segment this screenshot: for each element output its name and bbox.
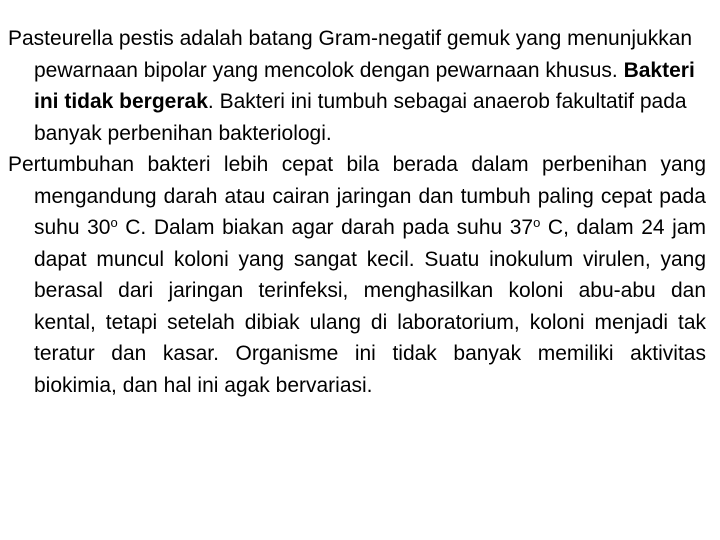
paragraph-morphology [8, 23, 706, 149]
paragraph-morphology-text-2: . Bakteri ini tumbuh sebagai anaerob fakultatif pada banyak perbenihan bakteriologi. [34, 90, 687, 145]
paragraph-growth-text-1: Pertumbuhan bakteri lebih cepat bila berada dalam perbenihan yang mengandung darah atau cairan jaringan dan tumbuh paling cepat pada suhu 30 [8, 153, 706, 239]
paragraph-growth-text-3: C, dalam 24 jam dapat muncul koloni yang sangat kecil. Suatu inokulum virulen, yang berasal dari jaringan terinfeksi, menghasilkan koloni abu-abu dan kental, tetapi setelah dibiak ulang di laboratorium, koloni menjadi tak teratur dan kasar. Organisme ini tidak banyak memiliki aktivitas biokimia, dan hal ini agak bervariasi. [34, 216, 706, 397]
degree-superscript-1: o [110, 215, 118, 230]
paragraph-growth [8, 149, 706, 401]
degree-superscript-2: o [533, 215, 541, 230]
paragraph-growth-text-2: C. Dalam biakan agar darah pada suhu 37 [117, 216, 534, 239]
paragraph-morphology-bold-text: Bakteri ini tidak bergerak [34, 58, 695, 113]
paragraph-morphology-text-1: Pasteurella pestis adalah batang Gram-negatif gemuk yang menunjukkan pewarnaan bipolar yang mencolok dengan pewarnaan khusus. [8, 27, 693, 82]
